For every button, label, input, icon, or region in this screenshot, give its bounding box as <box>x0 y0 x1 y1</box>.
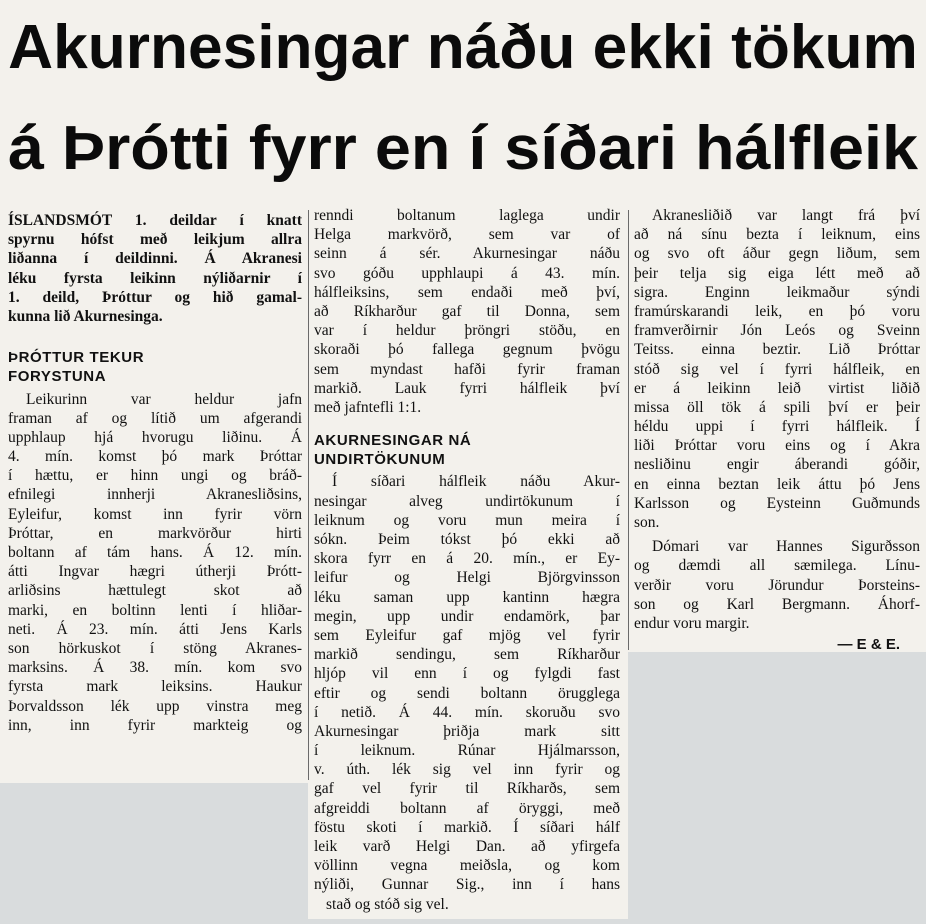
article-column-2 <box>314 206 620 914</box>
text-line: 4. mín. komst þó mark Þróttar <box>8 448 302 466</box>
text-line: Teitss. einna beztir. Lið Þróttar <box>634 341 920 359</box>
text-line: Þorvaldsson lék upp vinstra meg <box>8 697 302 715</box>
text-line: léku saman upp kantinn hægra <box>314 588 620 606</box>
text-line: völlinn vegna meiðsla, og kom <box>314 857 620 875</box>
text-line: neti. Á 23. mín. átti Jens Karls <box>8 620 302 638</box>
text-line: stóð sig vel í fyrri hálfleik, en <box>634 360 920 378</box>
text-line: Í síðari hálfleik náðu Akur- <box>332 473 620 491</box>
text-line: og dæmdi all sæmilega. Línu- <box>634 557 920 575</box>
text-line: hljóp vil enn í og fylgdi fast <box>314 665 620 683</box>
text-line: marksins. Á 38. mín. kom svo <box>8 659 302 677</box>
text-line: markið. Lauk fyrri hálfleik því <box>314 379 620 397</box>
text-line: Leikurinn var heldur jafn <box>26 390 302 408</box>
text-line: Akranesliðið var langt frá því <box>652 207 920 224</box>
text-line: afgreiddi boltann af öryggi, með <box>314 799 620 817</box>
text-line: átti Ingvar hægri útherji Þrótt- <box>8 563 302 581</box>
text-line: hálfleiksins, sem endaði með því, <box>314 283 620 301</box>
text-line: léku fyrsta leikinn nýliðarnir í <box>8 269 302 287</box>
text-line: framúrskarandi leik, en þó voru <box>634 302 920 320</box>
text-line: leiknum og voru mun meira í <box>314 511 620 529</box>
text-line: son hörkuskot í stöng Akranes- <box>8 639 302 657</box>
text-line: fyrsta mark leiksins. Haukur <box>8 678 302 696</box>
text-line: sem myndast hafði fyrir framan <box>314 360 620 378</box>
text-line: var í heldur þröngri stöðu, en <box>314 322 620 340</box>
text-line: endur voru margir. <box>634 614 750 632</box>
text-line: þeir telja sig eiga létt með að <box>634 264 920 282</box>
text-line: kunna lið Akurnesinga. <box>8 307 163 325</box>
subheading-throttur <box>8 348 302 386</box>
text-line: framverðirnir Jón Leós og Sveinn <box>634 322 920 340</box>
text-line: arliðsins hættulegt skot að <box>8 582 302 600</box>
text-line: svo góðu upphlaupi á 43. mín. <box>314 264 620 282</box>
text-line: Helga markvörð, sem var of <box>314 226 620 244</box>
text-line: verðir voru Jörundur Þorsteins- <box>634 576 920 594</box>
text-line: Dómari var Hannes Sigurðsson <box>652 538 920 556</box>
text-line: nýliði, Gunnar Sig., inn í hans <box>314 876 620 894</box>
text-line: leifur og Helgi Björgvinsson <box>314 569 620 587</box>
byline-signature: — E & E. <box>837 636 900 654</box>
body-paragraph <box>314 206 620 417</box>
text-line: inn, inn fyrir markteig og <box>8 716 302 734</box>
text-line: með jafntefli 1:1. <box>314 398 422 416</box>
text-line: að Ríkharður gaf til Donna, sem <box>314 302 620 320</box>
subheading-line: AKURNESINGAR NÁ <box>314 432 472 450</box>
subheading-line: ÞRÓTTUR TEKUR <box>8 349 145 367</box>
text-line: nesliðinu engir áberandi góðir, <box>634 456 920 474</box>
text-line: upphlaup hjá hvorugu liðinu. Á <box>8 428 302 446</box>
text-line: Þróttar, en markvörður hirti <box>8 524 302 542</box>
text-line: er á leikinn leið virtist liðið <box>634 379 920 397</box>
text-line: liði Þróttar voru eins og í Akra <box>634 437 920 455</box>
text-line: megin, upp undir endamörk, þar <box>314 607 620 625</box>
lead-paragraph <box>8 211 302 326</box>
text-line: gaf vel fyrir til Ríkharðs, sem <box>314 780 620 798</box>
text-line: Eyleifur, komst inn fyrir vörn <box>8 505 302 523</box>
text-line: Akurnesingar þriðja mark sitt <box>314 722 620 740</box>
column-divider-1 <box>308 210 309 780</box>
text-line: skoraði þó fallega gegnum þvögu <box>314 341 620 359</box>
text-line: ÍSLANDSMÓT 1. deildar í knatt <box>8 212 302 229</box>
text-line: Karlsson og Eysteinn Guðmunds <box>634 494 920 512</box>
text-line: í leiknum. Rúnar Hjálmarsson, <box>314 742 620 760</box>
subheading-akurnesingar <box>314 431 620 469</box>
text-line: son. <box>634 514 660 531</box>
text-line: spyrnu hófst með leikjum allra <box>8 231 302 249</box>
text-line: skora fyrr en á 20. mín., er Ey- <box>314 550 620 568</box>
text-line: föstu skoti í markið. Í síðari hálf <box>314 818 620 836</box>
subheading-line: FORYSTUNA <box>8 368 107 386</box>
text-line: missa öll tök á spili því er þeir <box>634 398 920 416</box>
text-line: seinn á sér. Akurnesingar náðu <box>314 245 620 263</box>
headline-line-2: á Þrótti fyrr en í síðari hálfleik <box>7 114 919 183</box>
text-line: í hættu, er hinn ungi og bráð- <box>8 467 302 485</box>
text-line: sókn. Þeim tókst þó ekki að <box>314 531 620 548</box>
text-line: 1. deild, Þróttur og hið gamal- <box>8 288 302 306</box>
subheading-line: UNDIRTÖKUNUM <box>314 451 446 469</box>
text-line: stað og stóð sig vel. <box>326 895 449 913</box>
body-paragraph <box>634 537 920 633</box>
text-line: liðanna í deildinni. Á Akranesi <box>8 250 302 268</box>
body-paragraph <box>8 390 302 735</box>
column-divider-2 <box>628 210 629 650</box>
text-line: eftir og sendi boltann örugglega <box>314 684 620 702</box>
text-line: markið sendingu, sem Ríkharður <box>314 646 620 664</box>
article-column-3 <box>634 206 920 654</box>
headline-line-1: Akurnesingar náðu ekki tökum <box>8 13 918 82</box>
text-line: héldu uppi í fyrri hálfleik. Í <box>634 418 920 436</box>
text-line: sigra. Enginn leikmaður sýndi <box>634 283 920 301</box>
text-line: efnilegi innherji Akranesliðsins, <box>8 486 302 504</box>
text-line: að ná sínu bezta í leiknum, eins <box>634 226 920 244</box>
text-line: nesingar alveg undirtökunum í <box>314 492 620 510</box>
text-line: og svo oft áður gegn liðum, sem <box>634 245 920 263</box>
body-paragraph <box>314 472 620 913</box>
text-line: framan af og lítið um afgerandi <box>8 409 302 427</box>
article-column-1 <box>8 211 302 735</box>
text-line: son og Karl Bergmann. Áhorf- <box>634 595 920 613</box>
text-line: v. úth. lék sig vel inn fyrir og <box>314 761 620 779</box>
text-line: renndi boltanum laglega undir <box>314 207 620 224</box>
text-line: en einna beztan leik áttu þó Jens <box>634 475 920 493</box>
text-line: boltann af tám hans. Á 12. mín. <box>8 544 302 561</box>
text-line: marki, en boltinn lenti í hliðar- <box>8 601 302 619</box>
text-line: sem Eyleifur gaf mjög vel fyrir <box>314 626 620 644</box>
text-line: leik varð Helgi Dan. að yfirgefa <box>314 838 620 855</box>
text-line: í netið. Á 44. mín. skoruðu svo <box>314 703 620 721</box>
body-paragraph <box>634 206 920 532</box>
